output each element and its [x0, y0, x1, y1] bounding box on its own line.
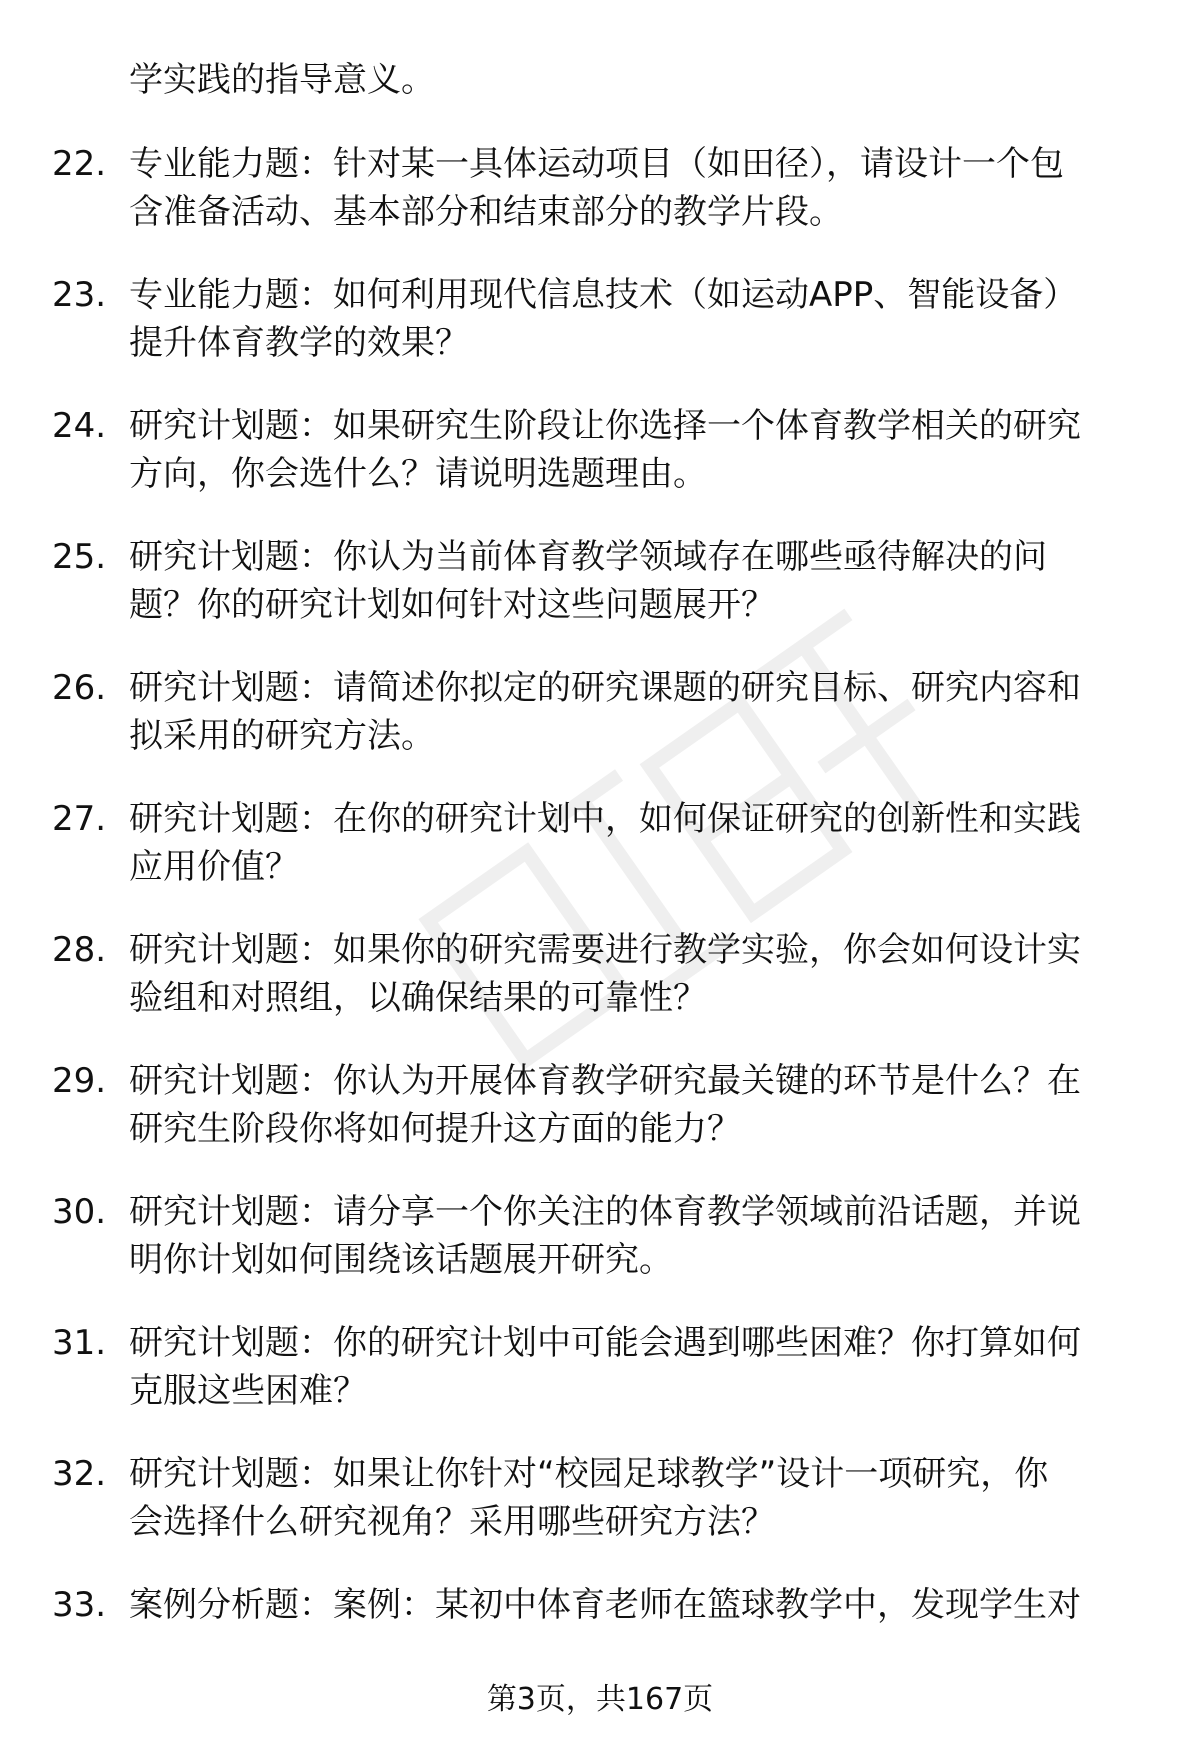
- question-text-line: 研究计划题：你的研究计划中可能会遇到哪些困难？你打算如何: [129, 1323, 1081, 1363]
- question-text-line: 专业能力题：如何利用现代信息技术（如运动APP、智能设备）: [129, 275, 1078, 315]
- question-text-line: 明你计划如何围绕该话题展开研究。: [129, 1240, 673, 1280]
- question-number: 23.: [52, 275, 107, 315]
- question-text-line: 方向，你会选什么？请说明选题理由。: [129, 454, 707, 494]
- question-number: 22.: [52, 144, 107, 184]
- question-text-line: 案例分析题：案例：某初中体育老师在篮球教学中，发现学生对: [129, 1585, 1081, 1625]
- question-text-line: 会选择什么研究视角？采用哪些研究方法？: [129, 1502, 775, 1542]
- question-number: 33.: [52, 1585, 107, 1625]
- question-number: 30.: [52, 1192, 107, 1232]
- question-text-line: 含准备活动、基本部分和结束部分的教学片段。: [129, 192, 843, 232]
- question-text-line: 研究计划题：如果研究生阶段让你选择一个体育教学相关的研究: [129, 406, 1081, 446]
- question-text-line: 研究计划题：如果让你针对“校园足球教学”设计一项研究，你: [129, 1454, 1049, 1494]
- question-item: [0, 1450, 1200, 1581]
- question-number: 28.: [52, 930, 107, 970]
- question-text-line: 研究计划题：你认为当前体育教学领域存在哪些亟待解决的问: [129, 537, 1047, 577]
- question-number: 27.: [52, 799, 107, 839]
- question-text-line: 研究计划题：请简述你拟定的研究课题的研究目标、研究内容和: [129, 668, 1081, 708]
- question-text-line: 研究计划题：在你的研究计划中，如何保证研究的创新性和实践: [129, 799, 1081, 839]
- question-item: [0, 926, 1200, 1057]
- question-text-line: 研究计划题：你认为开展体育教学研究最关键的环节是什么？在: [129, 1061, 1081, 1101]
- question-item: [0, 1319, 1200, 1450]
- question-text-line: 专业能力题：针对某一具体运动项目（如田径），请设计一个包: [129, 144, 1064, 184]
- question-text-line: 验组和对照组，以确保结果的可靠性？: [129, 978, 707, 1018]
- question-list: [0, 140, 1200, 1712]
- question-item: [0, 271, 1200, 402]
- question-number: 32.: [52, 1454, 107, 1494]
- question-text-line: 拟采用的研究方法。: [129, 716, 435, 756]
- question-number: 24.: [52, 406, 107, 446]
- question-item: [0, 402, 1200, 533]
- question-number: 29.: [52, 1061, 107, 1101]
- question-text-line: 题？你的研究计划如何针对这些问题展开？: [129, 585, 775, 625]
- question-text-line: 研究计划题：如果你的研究需要进行教学实验，你会如何设计实: [129, 930, 1081, 970]
- question-item: [0, 533, 1200, 664]
- question-number: 25.: [52, 537, 107, 577]
- question-text-line: 提升体育教学的效果？: [129, 323, 469, 363]
- question-text-line: 应用价值？: [129, 847, 299, 887]
- continuation-text: 学实践的指导意义。: [129, 60, 435, 100]
- question-number: 26.: [52, 668, 107, 708]
- question-item: [0, 140, 1200, 271]
- question-text-line: 研究生阶段你将如何提升这方面的能力？: [129, 1109, 741, 1149]
- question-text-line: 克服这些困难？: [129, 1371, 367, 1411]
- page-footer: 第3页，共167页: [486, 1682, 714, 1717]
- question-item: [0, 1188, 1200, 1319]
- question-item: [0, 1057, 1200, 1188]
- question-item: [0, 795, 1200, 926]
- question-item: [0, 664, 1200, 795]
- question-text-line: 研究计划题：请分享一个你关注的体育教学领域前沿话题，并说: [129, 1192, 1081, 1232]
- question-number: 31.: [52, 1323, 107, 1363]
